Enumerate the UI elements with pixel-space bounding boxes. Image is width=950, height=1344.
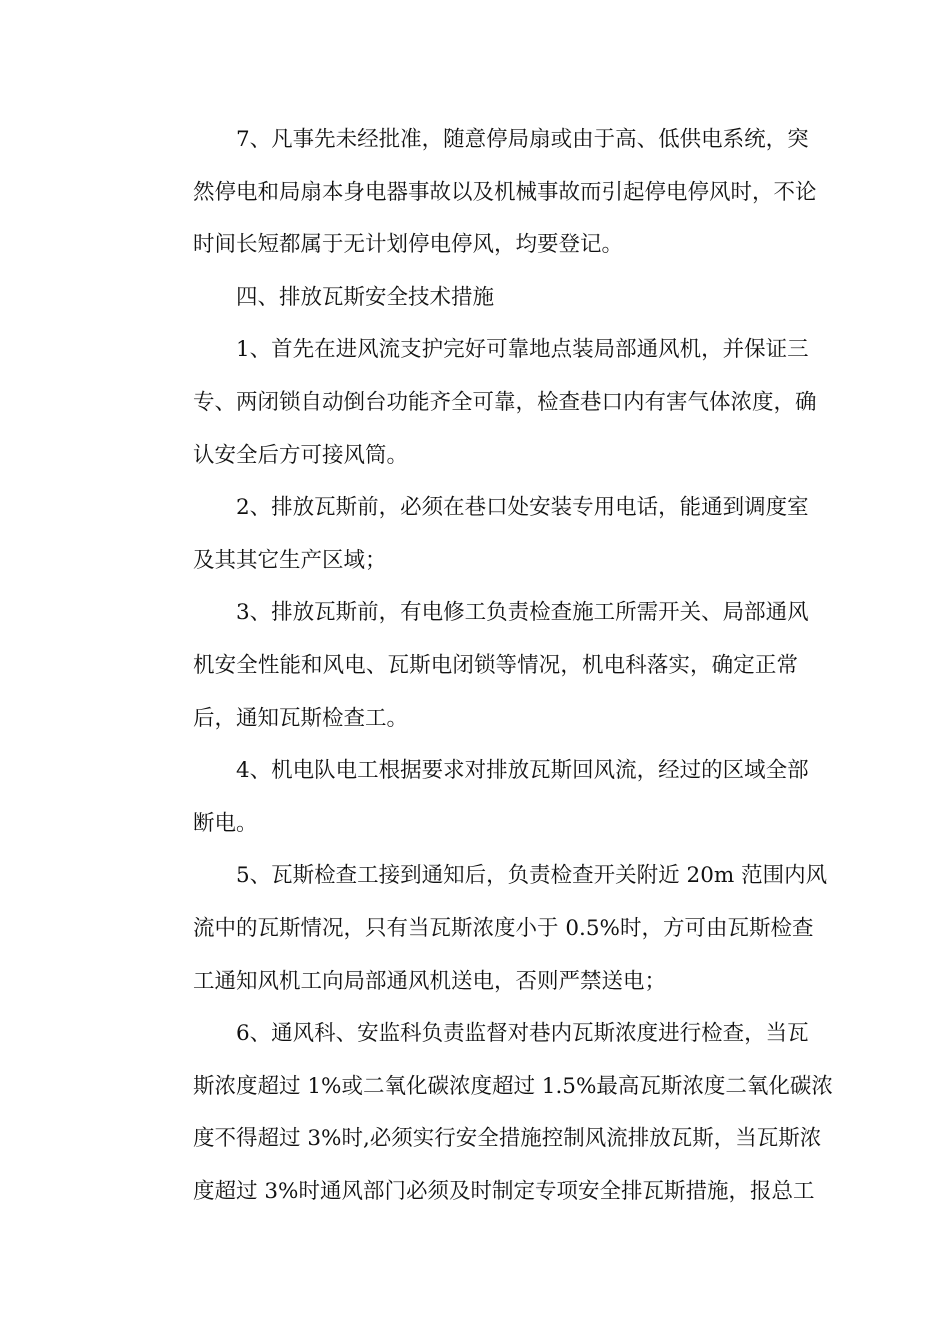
text-line: 后，通知瓦斯检查工。 <box>193 705 409 731</box>
text-line: 断电。 <box>193 810 258 836</box>
paragraph-item-1 <box>150 324 817 482</box>
text-line: 流中的瓦斯情况，只有当瓦斯浓度小于 0.5%时，方可由瓦斯检查 <box>193 915 814 941</box>
text-line: 斯浓度超过 1%或二氧化碳浓度超过 1.5%最高瓦斯浓度二氧化碳浓 <box>193 1073 833 1099</box>
paragraph-item-2 <box>150 482 809 587</box>
text-line: 机安全性能和风电、瓦斯电闭锁等情况，机电科落实，确定正常 <box>193 652 798 678</box>
text-line: 5、瓦斯检查工接到通知后，负责检查开关附近 20m 范围内风 <box>236 863 828 889</box>
text-line: 然停电和局扇本身电器事故以及机械事故而引起停电停风时，不论 <box>193 179 817 205</box>
document-body <box>150 114 833 1218</box>
text-line: 度不得超过 3%时,必须实行安全措施控制风流排放瓦斯，当瓦斯浓 <box>193 1126 822 1152</box>
text-line: 6、通风科、安监科负责监督对巷内瓦斯浓度进行检查，当瓦 <box>236 1021 809 1047</box>
text-line: 2、排放瓦斯前，必须在巷口处安装专用电话，能通到调度室 <box>236 495 809 521</box>
text-line: 4、机电队电工根据要求对排放瓦斯回风流，经过的区域全部 <box>236 758 809 784</box>
text-line: 认安全后方可接风筒。 <box>193 442 409 468</box>
paragraph-item-4 <box>150 745 809 850</box>
text-line: 3、排放瓦斯前，有电修工负责检查施工所需开关、局部通风 <box>236 600 809 626</box>
text-line: 7、凡事先未经批准，随意停局扇或由于高、低供电系统，突 <box>236 127 809 152</box>
paragraph-item-7-unplanned-stoppage <box>150 114 817 272</box>
paragraph-item-5 <box>150 850 828 1008</box>
text-line: 1、首先在进风流支护完好可靠地点装局部通风机，并保证三 <box>236 337 809 363</box>
text-line: 度超过 3%时通风部门必须及时制定专项安全排瓦斯措施，报总工 <box>193 1178 815 1204</box>
text-line: 专、两闭锁自动倒台功能齐全可靠，检查巷口内有害气体浓度，确 <box>193 389 817 415</box>
section-heading-text: 四、排放瓦斯安全技术措施 <box>236 284 495 310</box>
text-line: 及其其它生产区域； <box>193 547 387 573</box>
text-line: 时间长短都属于无计划停电停风，均要登记。 <box>193 232 624 258</box>
text-line: 工通知风机工向局部通风机送电，否则严禁送电； <box>193 968 667 994</box>
paragraph-item-3 <box>150 587 809 745</box>
section-heading-gas-discharge <box>150 272 798 325</box>
paragraph-item-6 <box>150 1008 833 1218</box>
